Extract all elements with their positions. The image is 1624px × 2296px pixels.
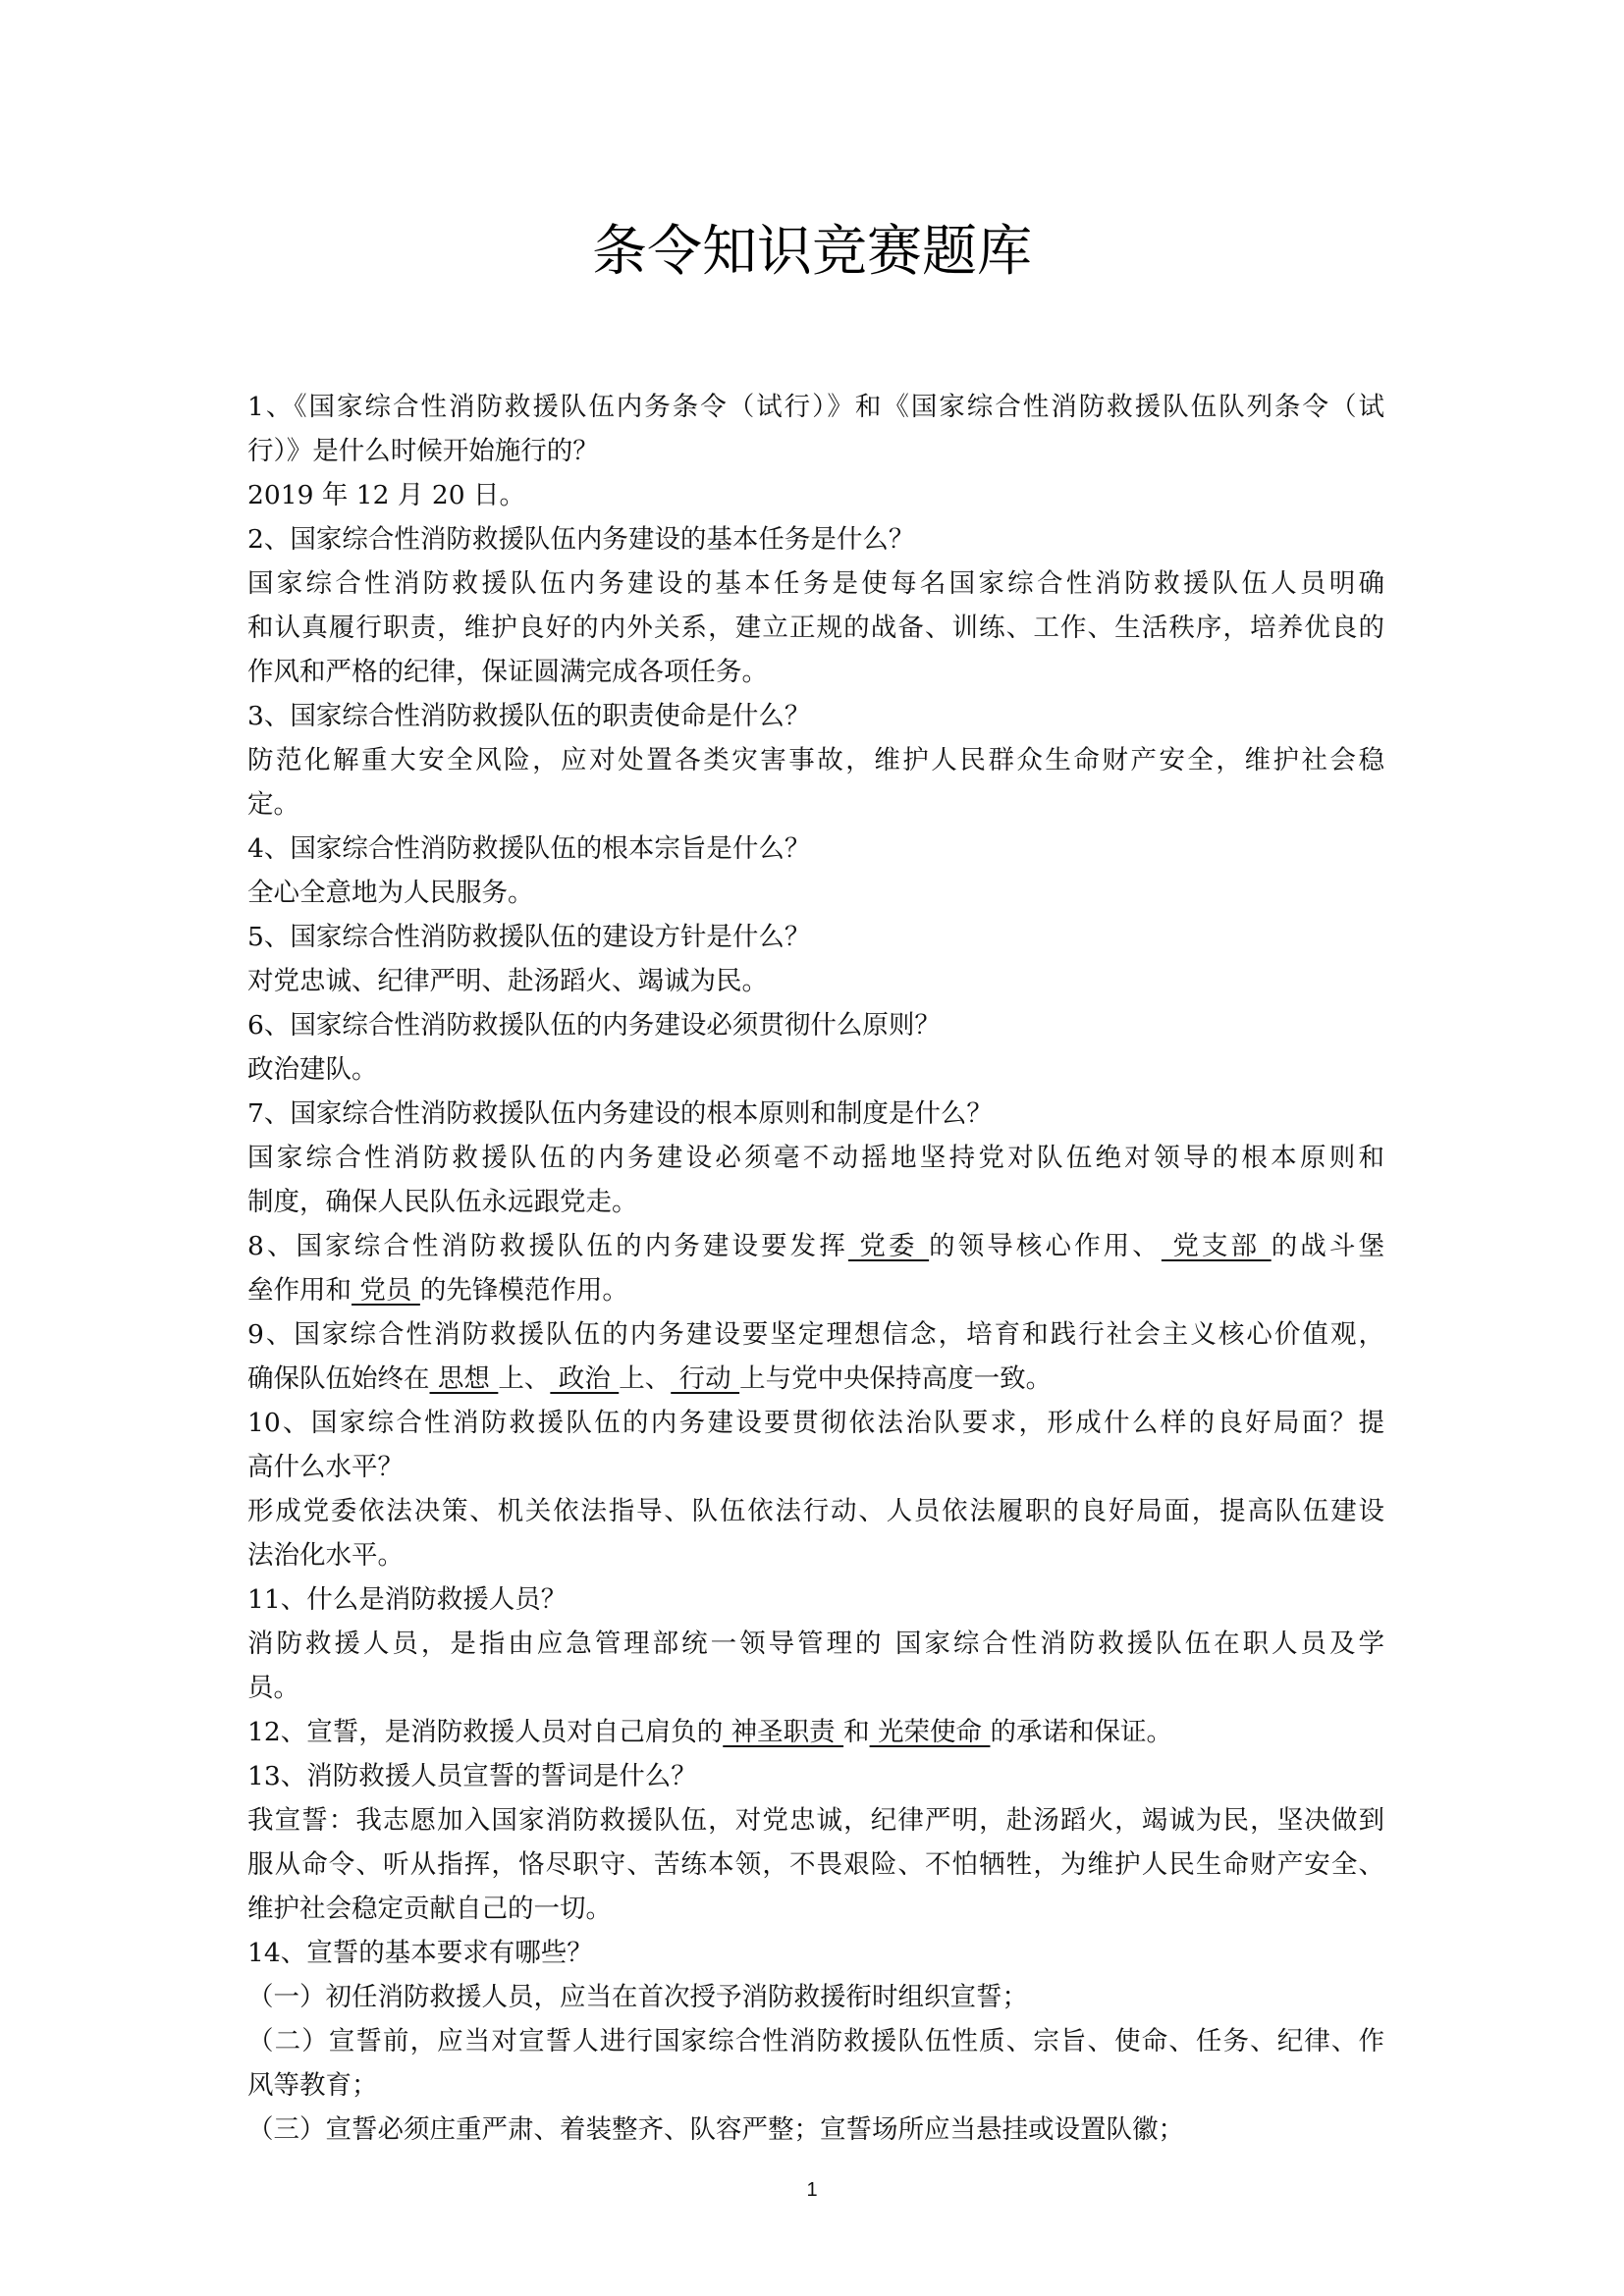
fill-blank-answer: 光荣使命 [869,1717,991,1747]
text-line: 对党忠诚、纪律严明、赴汤蹈火、竭诚为民。 [247,966,768,996]
text-line: 5、国家综合性消防救援队伍的建设方针是什么？ [247,922,811,952]
text-line: （一）初任消防救援人员，应当在首次授予消防救援衔时组织宣誓； [247,1982,1028,2012]
fill-blank-answer: 党员 [352,1275,420,1306]
fill-blank-answer: 思想 [429,1363,499,1394]
text-line: 消防救援人员，是指由应急管理部统一领导管理的 国家综合性消防救援队伍在职人员及学 [247,1629,1384,1659]
text-line: 形成党委依法决策、机关依法指导、队伍依法行动、人员依法履职的良好局面，提高队伍建设 [247,1496,1384,1526]
text-line: 维护社会稳定贡献自己的一切。 [247,1894,612,1924]
text-line: 制度，确保人民队伍永远跟党走。 [247,1187,638,1217]
document-body [247,385,1384,2152]
text-segment: 的领导核心作用、 [929,1231,1162,1261]
text-line: 1、《国家综合性消防救援队伍内务条令（试行）》和《国家综合性消防救援队伍队列条令（试 [247,392,1384,422]
text-line: 14、宣誓的基本要求有哪些？ [247,1938,593,1968]
text-segment: 的先锋模范作用。 [419,1275,628,1306]
text-line: 作风和严格的纪律，保证圆满完成各项任务。 [247,657,768,687]
text-line [247,1357,1384,1401]
text-line: 全心全意地为人民服务。 [247,878,534,908]
text-line: 和认真履行职责，维护良好的内外关系，建立正规的战备、训练、工作、生活秩序，培养优良的 [247,613,1384,643]
text-line: 风等教育； [247,2070,378,2101]
text-segment: 8、国家综合性消防救援队伍的内务建设要发挥 [247,1231,848,1261]
text-segment: 12、宣誓，是消防救援人员对自己肩负的 [247,1717,724,1747]
text-segment: 确保队伍始终在 [247,1363,430,1394]
text-segment: 垒作用和 [247,1275,352,1306]
text-line [247,1268,1384,1312]
text-line: 国家综合性消防救援队伍内务建设的基本任务是使每名国家综合性消防救援队伍人员明确 [247,568,1384,599]
text-line: 13、消防救援人员宣誓的誓词是什么？ [247,1761,697,1791]
text-segment: 的承诺和保证。 [990,1717,1172,1747]
text-line: 2019 年 12 月 20 日。 [247,480,525,510]
text-segment: 上、 [498,1363,551,1394]
text-line: 国家综合性消防救援队伍的内务建设必须毫不动摇地坚持党对队伍绝对领导的根本原则和 [247,1143,1384,1173]
text-line [247,1224,1384,1268]
fill-blank-answer: 行动 [671,1363,740,1394]
fill-blank-answer: 党支部 [1161,1231,1272,1261]
text-line [247,1710,1384,1754]
text-line: 服从命令、听从指挥，恪尽职守、苦练本领，不畏艰险、不怕牺牲，为维护人民生命财产安全、 [247,1849,1384,1880]
text-line: 3、国家综合性消防救援队伍的职责使命是什么？ [247,701,811,731]
fill-blank-answer: 党委 [847,1231,930,1261]
text-line: 7、国家综合性消防救援队伍内务建设的根本原则和制度是什么？ [247,1098,993,1129]
text-line: 防范化解重大安全风险，应对处置各类灾害事故，维护人民群众生命财产安全，维护社会稳 [247,745,1384,775]
text-segment: 上与党中央保持高度一致。 [739,1363,1053,1394]
text-line: （三）宣誓必须庄重严肃、着装整齐、队容严整；宣誓场所应当悬挂或设置队徽； [247,2114,1184,2145]
text-line: 11、什么是消防救援人员？ [247,1584,568,1615]
text-segment: 的战斗堡 [1271,1231,1384,1261]
text-line: 10、国家综合性消防救援队伍的内务建设要贯彻依法治队要求，形成什么样的良好局面？提 [247,1408,1384,1438]
fill-blank-answer: 神圣职责 [723,1717,844,1747]
text-line: 定。 [247,789,299,820]
text-line: 政治建队。 [247,1054,378,1085]
page-number: 1 [806,2179,818,2201]
text-line: 法治化水平。 [247,1540,404,1571]
text-segment: 和 [843,1717,870,1747]
text-line: 9、国家综合性消防救援队伍的内务建设要坚定理想信念，培育和践行社会主义核心价值观， [247,1319,1384,1350]
text-line: 高什么水平？ [247,1452,404,1482]
text-line: 6、国家综合性消防救援队伍的内务建设必须贯彻什么原则？ [247,1010,941,1041]
text-line: 2、国家综合性消防救援队伍内务建设的基本任务是什么？ [247,524,915,555]
text-line: 4、国家综合性消防救援队伍的根本宗旨是什么？ [247,833,811,864]
text-line: （二）宣誓前，应当对宣誓人进行国家综合性消防救援队伍性质、宗旨、使命、任务、纪律、作 [247,2026,1384,2056]
text-segment: 上、 [619,1363,672,1394]
text-line: 行）》是什么时候开始施行的？ [247,436,599,466]
text-line: 员。 [247,1673,299,1703]
text-line: 我宣誓：我志愿加入国家消防救援队伍，对党忠诚，纪律严明，赴汤蹈火，竭诚为民，坚决做到 [247,1805,1384,1836]
fill-blank-answer: 政治 [550,1363,620,1394]
document-title: 条令知识竞赛题库 [592,220,1032,284]
